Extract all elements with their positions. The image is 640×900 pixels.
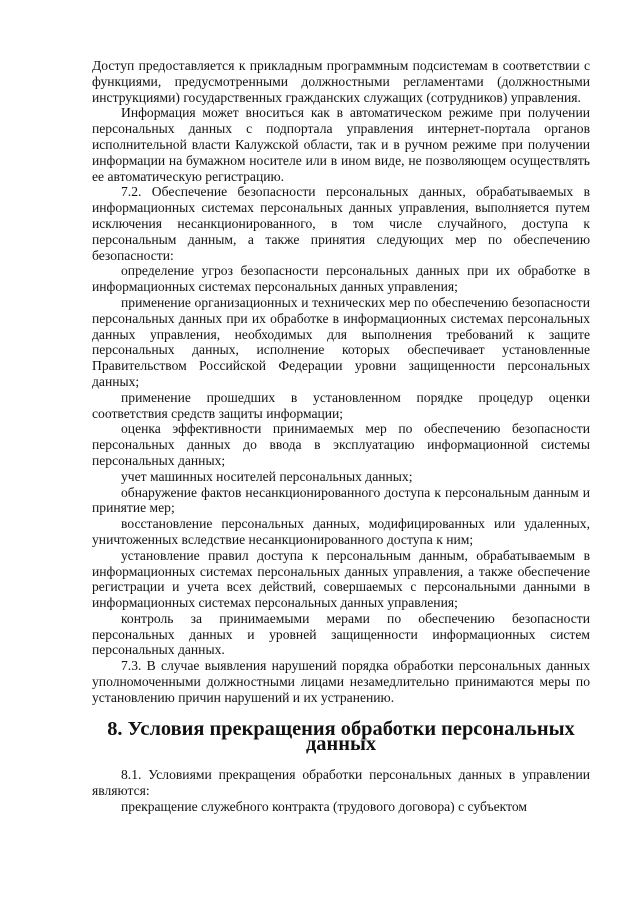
- paragraph-info-entry: Информация может вноситься как в автоматическом режиме при получении персональных данных с подпортала управления интернет-портала органов исполнительной власти Калужской области, так и в ручном режиме при получении информации на бумажном носителе или в ином виде, не позволяющем осуществлять ее автоматическую регистрацию.: [92, 105, 590, 184]
- measure-org-tech: применение организационных и технических мер по обеспечению безопасности персональных данных при их обработке в информационных системах персональных данных управления, необходимых для выполнения требований к защите персональных данных, исполнение которых обеспечивает установленные Правительством Российской Федерации уровни защищенности персональных данных;: [92, 294, 590, 389]
- paragraph-access: Доступ предоставляется к прикладным программным подсистемам в соответствии с функциями, предусмотренными должностными регламентами (должностными инструкциями) государственных гражданских служащих (сотрудников) управления.: [92, 58, 590, 105]
- paragraph-7-2: 7.2. Обеспечение безопасности персональных данных, обрабатываемых в информационных системах персональных данных управления, выполняется путем исключения несанкционированного, в том числе случайного, доступа к персональным данным, а также принятия следующих мер по обеспечению безопасности:: [92, 184, 590, 263]
- document-page: [92, 58, 590, 815]
- measure-conformity-assessment: применение прошедших в установленном порядке процедур оценки соответствия средств защиты информации;: [92, 389, 590, 421]
- section-heading: 8. Условия прекращения обработки персональных данных: [107, 717, 575, 756]
- measure-control: контроль за принимаемыми мерами по обеспечению безопасности персональных данных и уровней защищенности информационных систем персональных данных.: [92, 610, 590, 658]
- paragraph-8-1: 8.1. Условиями прекращения обработки персональных данных в управлении являются:: [92, 767, 590, 799]
- measure-access-rules: установление правил доступа к персональным данным, обрабатываемым в информационных системах персональных данных управления, а также обеспечение регистрации и учета всех действий, совершаемых с персональными данными в информационных системах персональных данных управления;: [92, 547, 590, 611]
- paragraph-7-3: 7.3. В случае выявления нарушений порядка обработки персональных данных уполномоченными должностными лицами незамедлительно принимаются меры по установлению причин нарушений и их устранению.: [92, 658, 590, 705]
- measure-media-accounting: учет машинных носителей персональных данных;: [121, 468, 413, 484]
- paragraph-contract-termination: прекращение служебного контракта (трудового договора) с субъектом: [121, 798, 527, 814]
- measure-data-recovery: восстановление персональных данных, модифицированных или удаленных, уничтоженных вследствие несанкционированного доступа к ним;: [92, 516, 590, 547]
- measure-efficiency-assessment: оценка эффективности принимаемых мер по обеспечению безопасности персональных данных до ввода в эксплуатацию информационной системы персональных данных;: [92, 421, 590, 468]
- measure-unauthorized-detection: обнаружение фактов несанкционированного доступа к персональным данным и принятие мер;: [92, 484, 590, 516]
- measure-threat-identification: определение угроз безопасности персональных данных при их обработке в информационных системах персональных данных управления;: [92, 263, 590, 295]
